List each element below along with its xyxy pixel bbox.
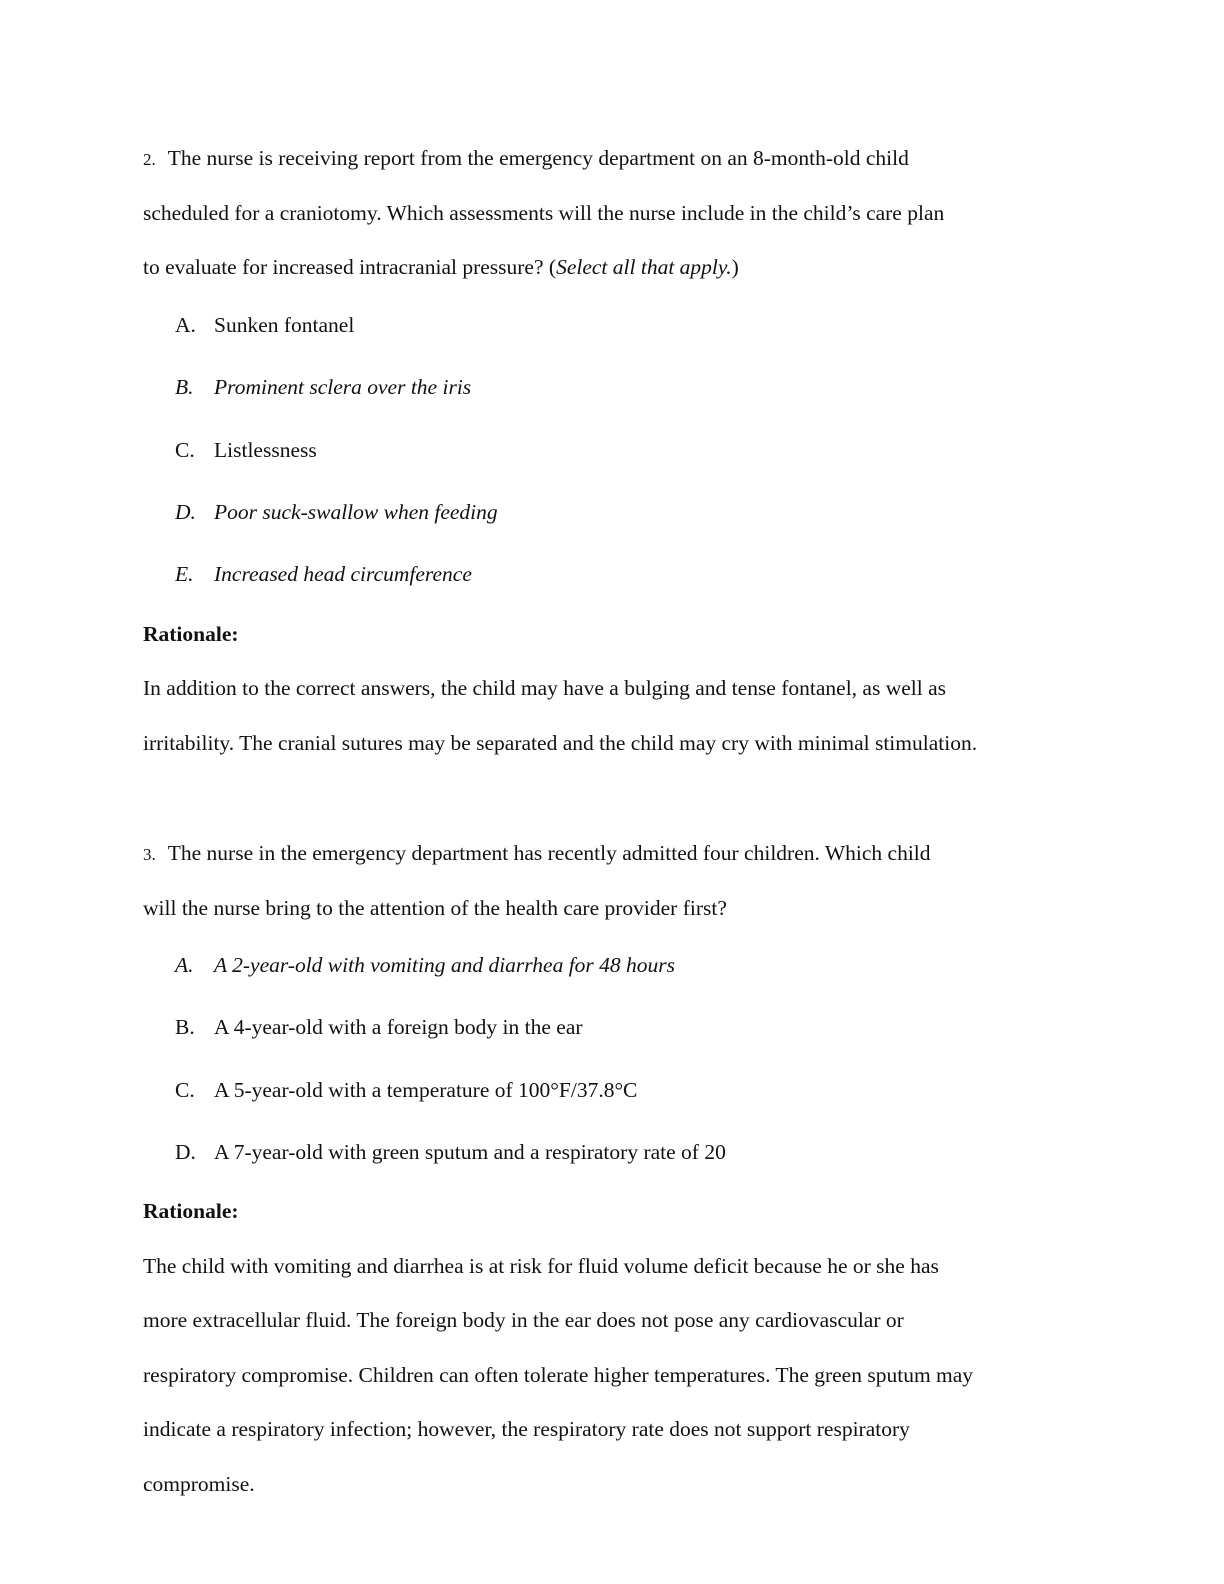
option-letter: D. [175,1140,196,1164]
rationale-label: Rationale: [143,1199,239,1223]
answer-option-correct [175,374,471,400]
answer-option-correct [175,561,472,587]
rationale-line: The child with vomiting and diarrhea is at risk for fluid volume deficit because he or she has [143,1254,939,1278]
option-text: Listlessness [214,438,317,462]
option-text: A 4-year-old with a foreign body in the ear [214,1015,583,1039]
question-number: 3. [143,845,156,864]
answer-option [175,1014,583,1040]
option-text: A 5-year-old with a temperature of 100°F/37.8°C [214,1078,638,1102]
option-letter: B. [175,1015,195,1039]
rationale-line: irritability. The cranial sutures may be separated and the child may cry with minimal stimulation. [143,731,978,755]
option-text: Poor suck-swallow when feeding [214,500,498,524]
option-text: Sunken fontanel [214,313,355,337]
option-text: A 2-year-old with vomiting and diarrhea for 48 hours [214,953,676,977]
option-text: Prominent sclera over the iris [214,375,472,399]
answer-option-correct [175,499,498,525]
option-text: Increased head circumference [214,562,472,586]
option-letter: B. [175,375,194,399]
rationale-line: compromise. [143,1472,255,1496]
question-stem-line: to evaluate for increased intracranial pressure? (Select all that apply.) [143,255,739,279]
rationale-line: indicate a respiratory infection; however, the respiratory rate does not support respiratory [143,1417,910,1441]
rationale-line: respiratory compromise. Children can often tolerate higher temperatures. The green sputum may [143,1363,974,1387]
option-letter: E. [175,562,194,586]
rationale-label: Rationale: [143,622,239,646]
rationale-line: more extracellular fluid. The foreign body in the ear does not pose any cardiovascular or [143,1308,904,1332]
option-letter: A. [175,313,196,337]
answer-option-correct [175,952,675,978]
question-stem-line: scheduled for a craniotomy. Which assessments will the nurse include in the child’s care plan [143,201,945,225]
rationale-line: In addition to the correct answers, the child may have a bulging and tense fontanel, as well as [143,676,947,700]
option-letter: D. [175,500,196,524]
answer-option [175,312,354,338]
answer-option [175,437,317,463]
answer-option [175,1139,726,1165]
option-letter: A. [175,953,194,977]
option-letter: C. [175,438,195,462]
option-letter: C. [175,1078,195,1102]
select-all-instruction: Select all that apply. [556,255,732,279]
option-text: A 7-year-old with green sputum and a respiratory rate of 20 [214,1140,726,1164]
question-stem-line: will the nurse bring to the attention of the health care provider first? [143,896,727,920]
question-number: 2. [143,150,156,169]
answer-option [175,1077,637,1103]
question-stem-line: 2. The nurse is receiving report from the emergency department on an 8-month-old child [143,146,909,170]
question-stem-line: 3. The nurse in the emergency department has recently admitted four children. Which child [143,841,931,865]
